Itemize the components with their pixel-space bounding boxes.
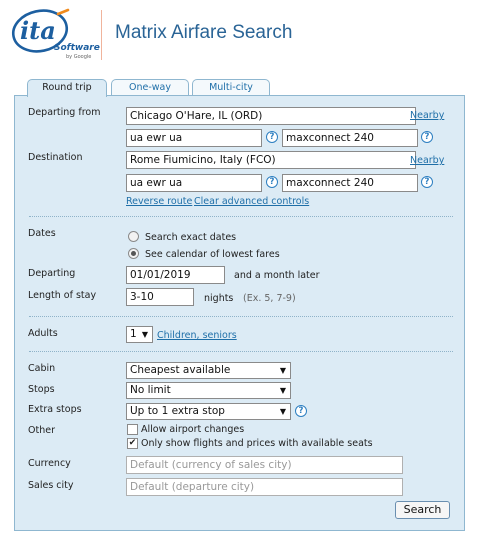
extra-stops-select[interactable]: [126, 403, 291, 420]
calendar-fares-option-label: See calendar of lowest fares: [145, 249, 280, 260]
destination-nearby-link[interactable]: Nearby: [410, 155, 445, 166]
stops-select[interactable]: [126, 382, 291, 399]
adults-label: Adults: [28, 328, 58, 339]
extra-stops-value: Up to 1 extra stop: [130, 405, 225, 417]
allow-airport-changes-label: Allow airport changes: [141, 424, 245, 435]
children-seniors-link[interactable]: Children, seniors: [157, 330, 237, 341]
section-divider: [29, 351, 453, 352]
cabin-value: Cheapest available: [130, 364, 231, 376]
extension-help-icon[interactable]: ?: [421, 176, 433, 188]
header-divider: [101, 10, 102, 60]
chevron-down-icon: ▼: [279, 366, 286, 375]
section-divider: [29, 216, 453, 217]
routing-help-icon[interactable]: ?: [266, 176, 278, 188]
destination-routing-input[interactable]: ua ewr ua: [126, 174, 262, 192]
sales-city-label: Sales city: [28, 480, 74, 491]
ita-software-logo: [10, 8, 100, 64]
length-of-stay-input[interactable]: 3-10: [126, 288, 194, 306]
currency-label: Currency: [28, 458, 71, 469]
chevron-down-icon: ▼: [279, 407, 286, 416]
exact-dates-option-label: Search exact dates: [145, 232, 237, 243]
origin-input[interactable]: Chicago O'Hare, IL (ORD): [126, 107, 416, 125]
reverse-route-link[interactable]: Reverse route: [126, 196, 193, 207]
available-seats-checkbox[interactable]: ✔: [128, 438, 137, 448]
currency-input[interactable]: Default (currency of sales city): [126, 456, 403, 474]
stops-value: No limit: [130, 384, 171, 396]
adults-value: 1: [130, 328, 137, 340]
stops-label: Stops: [28, 384, 55, 395]
tab-multi-city[interactable]: Multi-city: [192, 79, 270, 96]
clear-advanced-controls-link[interactable]: Clear advanced controls: [194, 196, 310, 207]
chevron-down-icon: ▼: [279, 386, 286, 395]
dates-label: Dates: [28, 228, 56, 239]
search-form-panel: [14, 95, 465, 531]
tab-round-trip[interactable]: Round trip: [27, 79, 107, 97]
stay-example-hint: (Ex. 5, 7-9): [243, 293, 296, 304]
extension-help-icon[interactable]: ?: [421, 131, 433, 143]
destination-extension-input[interactable]: maxconnect 240: [282, 174, 418, 192]
svg-text:Software: Software: [54, 43, 100, 53]
cabin-select[interactable]: [126, 362, 291, 379]
length-of-stay-label: Length of stay: [28, 290, 97, 301]
svg-text:ita: ita: [20, 16, 56, 45]
allow-airport-changes-checkbox[interactable]: [127, 424, 138, 435]
page-title: Matrix Airfare Search: [115, 22, 293, 43]
origin-routing-input[interactable]: ua ewr ua: [126, 129, 262, 147]
origin-nearby-link[interactable]: Nearby: [410, 110, 445, 121]
nights-unit-label: nights: [204, 293, 234, 304]
extra-stops-label: Extra stops: [28, 404, 82, 415]
routing-help-icon[interactable]: ?: [266, 131, 278, 143]
chevron-down-icon: ▼: [141, 330, 148, 339]
departing-date-input[interactable]: 01/01/2019: [126, 266, 225, 284]
destination-input[interactable]: Rome Fiumicino, Italy (FCO): [126, 151, 416, 169]
tab-one-way[interactable]: One-way: [111, 79, 189, 96]
cabin-label: Cabin: [28, 363, 56, 374]
sales-city-input[interactable]: Default (departure city): [126, 478, 403, 496]
extra-stops-help-icon[interactable]: ?: [295, 405, 307, 417]
svg-text:by Google: by Google: [66, 54, 92, 60]
exact-dates-radio[interactable]: [128, 231, 139, 242]
section-divider: [29, 316, 453, 317]
destination-label: Destination: [28, 152, 83, 163]
search-button[interactable]: Search: [395, 501, 450, 519]
departing-date-label: Departing: [28, 268, 76, 279]
available-seats-label: Only show flights and prices with available seats: [141, 438, 373, 449]
other-label: Other: [28, 425, 55, 436]
departing-from-label: Departing from: [28, 107, 101, 118]
adults-select[interactable]: [126, 326, 153, 343]
departing-date-suffix: and a month later: [234, 270, 320, 281]
origin-extension-input[interactable]: maxconnect 240: [282, 129, 418, 147]
calendar-fares-radio[interactable]: [128, 248, 139, 259]
